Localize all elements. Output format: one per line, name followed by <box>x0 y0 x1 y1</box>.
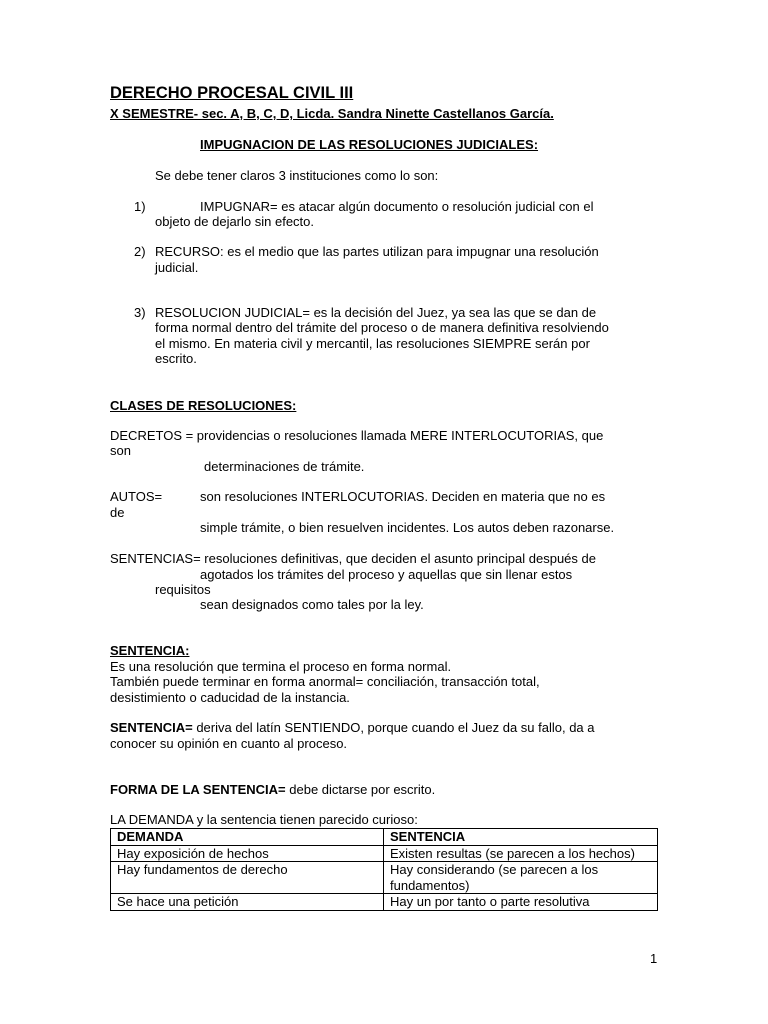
list-item-line: el mismo. En materia civil y mercantil, las resoluciones SIEMPRE serán por <box>155 336 590 351</box>
sentencias-line: requisitos <box>155 582 211 597</box>
page-number: 1 <box>650 951 658 966</box>
autos-line: son resoluciones INTERLOCUTORIAS. Deciden en materia que no es <box>200 489 606 504</box>
table-cell: Se hace una petición <box>111 894 384 911</box>
list-number: 3) <box>134 305 146 320</box>
sentencias-line: sean designados como tales por la ley. <box>200 597 424 612</box>
sentencia-definition-term: SENTENCIA= <box>110 720 193 735</box>
autos-line: de <box>110 505 125 520</box>
list-item-line: objeto de dejarlo sin efecto. <box>155 214 314 229</box>
list-item-line: judicial. <box>155 260 199 275</box>
sentencia-definition <box>110 720 595 736</box>
sentencias-line: agotados los trámites del proceso y aquellas que sin llenar estos <box>200 567 573 582</box>
table-cell: Existen resultas (se parecen a los hechos) <box>384 845 658 862</box>
section-heading-impugnacion: IMPUGNACION DE LAS RESOLUCIONES JUDICIALES: <box>200 137 539 152</box>
table-row <box>111 894 658 911</box>
document-title: DERECHO PROCESAL CIVIL III <box>110 84 354 102</box>
table-cell: Hay un por tanto o parte resolutiva <box>384 894 658 911</box>
table-header-demanda: DEMANDA <box>111 829 384 846</box>
section-heading-clases: CLASES DE RESOLUCIONES: <box>110 398 297 413</box>
sentencia-definition-line: conocer su opinión en cuanto al proceso. <box>110 736 348 751</box>
comparison-table <box>110 828 658 911</box>
table-header-row <box>111 829 658 846</box>
forma-sentencia <box>110 782 435 798</box>
decretos-line: son <box>110 443 131 458</box>
sentencia-line: desistimiento o caducidad de la instancia. <box>110 690 350 705</box>
sentencia-definition-text: deriva del latín SENTIENDO, porque cuando el Juez da su fallo, da a <box>192 720 595 735</box>
document-subtitle: X SEMESTRE- sec. A, B, C, D, Licda. Sandra Ninette Castellanos García. <box>110 106 554 121</box>
section-intro: Se debe tener claros 3 instituciones como lo son: <box>155 168 439 183</box>
sentencia-line: También puede terminar en forma anormal= conciliación, transacción total, <box>110 674 540 689</box>
table-cell: Hay considerando (se parecen a los fundamentos) <box>384 862 658 894</box>
table-row <box>111 862 658 894</box>
decretos-line: determinaciones de trámite. <box>204 459 365 474</box>
list-item-line: escrito. <box>155 351 197 366</box>
list-item-line: RECURSO: es el medio que las partes utilizan para impugnar una resolución <box>155 244 599 259</box>
sentencia-line: Es una resolución que termina el proceso en forma normal. <box>110 659 452 674</box>
list-item-line: forma normal dentro del trámite del proceso o de manera definitiva resolviendo <box>155 320 609 335</box>
list-number: 2) <box>134 244 146 259</box>
list-number: 1) <box>134 199 146 214</box>
table-cell: Hay exposición de hechos <box>111 845 384 862</box>
table-cell: Hay fundamentos de derecho <box>111 862 384 894</box>
list-item-line: IMPUGNAR= es atacar algún documento o resolución judicial con el <box>200 199 594 214</box>
table-row <box>111 845 658 862</box>
autos-line: simple trámite, o bien resuelven incidentes. Los autos deben razonarse. <box>200 520 615 535</box>
autos-label: AUTOS= <box>110 489 163 504</box>
table-intro: LA DEMANDA y la sentencia tienen parecido curioso: <box>110 812 418 827</box>
list-item-line: RESOLUCION JUDICIAL= es la decisión del Juez, ya sea las que se dan de <box>155 305 597 320</box>
sentencias-line: SENTENCIAS= resoluciones definitivas, que deciden el asunto principal después de <box>110 551 596 566</box>
forma-sentencia-text: debe dictarse por escrito. <box>285 782 436 797</box>
table-header-sentencia: SENTENCIA <box>384 829 658 846</box>
forma-sentencia-term: FORMA DE LA SENTENCIA= <box>110 782 286 797</box>
section-heading-sentencia: SENTENCIA: <box>110 643 190 658</box>
decretos-line: DECRETOS = providencias o resoluciones llamada MERE INTERLOCUTORIAS, que <box>110 428 604 443</box>
